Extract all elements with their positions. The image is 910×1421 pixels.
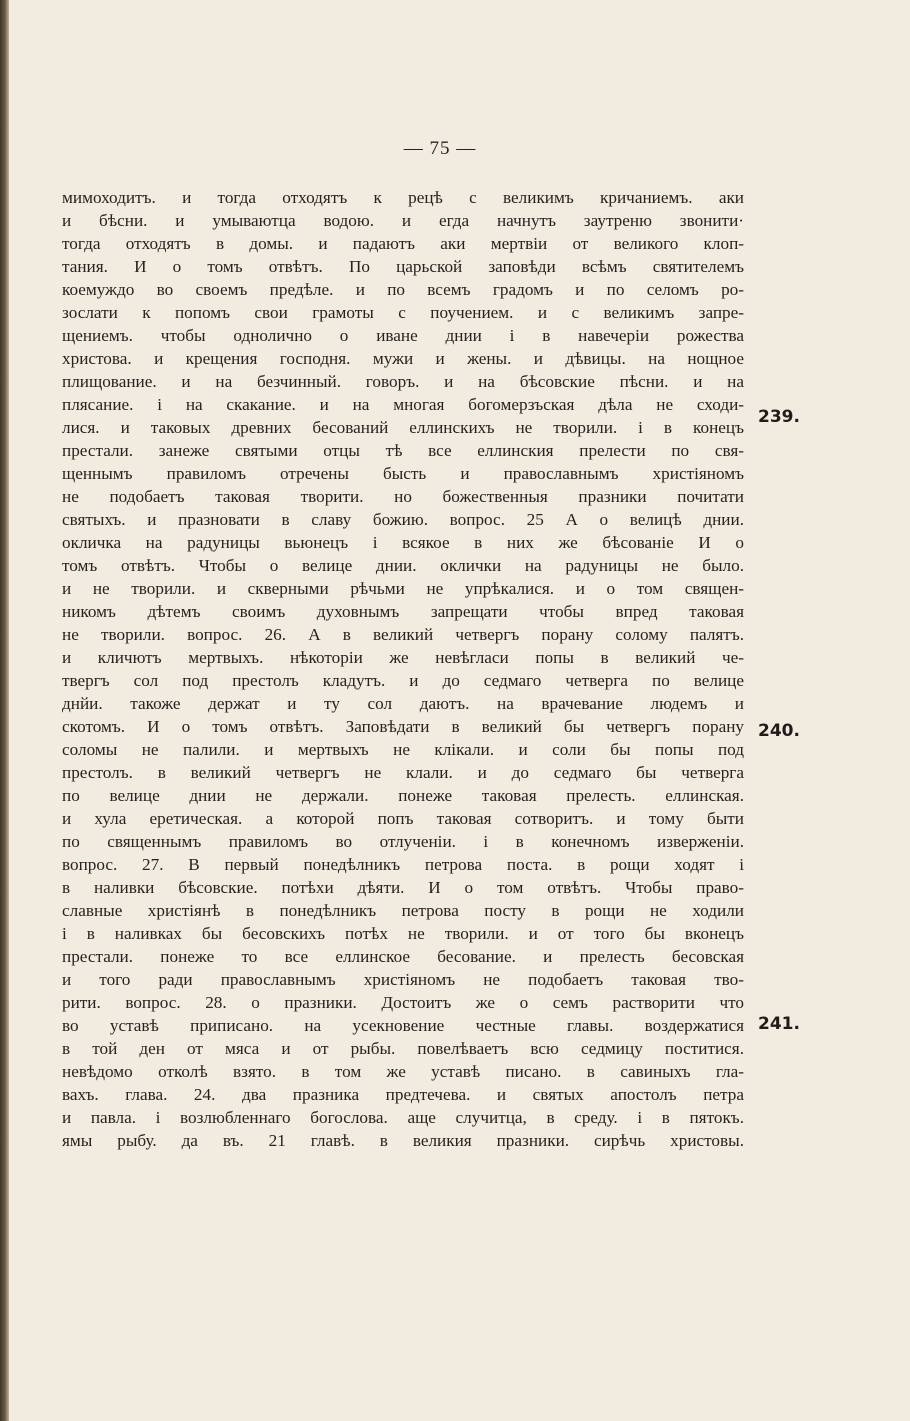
text-line: славные христіянѣ в понедѣлникъ петрова посту в рощи не ходили <box>62 901 744 920</box>
text-line: престали. занеже святыми отцы тѣ все еллинския прелести по свя- <box>62 441 744 460</box>
margin-section-number: 240. <box>758 721 800 741</box>
text-line: і в наливках бы бесовскихъ потѣх не творили. и от того бы вконецъ <box>62 924 744 943</box>
book-spine-edge <box>0 0 9 1421</box>
text-line: рити. вопрос. 28. о празники. Достоитъ же о семъ растворити что <box>62 993 744 1012</box>
text-line: вахъ. глава. 24. два празника предтечева. и святых апостолъ петра <box>62 1085 744 1104</box>
text-line: вопрос. 27. В первый понедѣлникъ петрова поста. в рощи ходят і <box>62 855 744 874</box>
text-line: по священнымъ правиломъ во отлученіи. і в конечномъ изверженіи. <box>62 832 744 851</box>
text-line: не творили. вопрос. 26. А в великий четвергъ порану солому палятъ. <box>62 625 744 644</box>
text-line: соломы не палили. и мертвыхъ не клікали. и соли бы попы под <box>62 740 744 759</box>
text-line: святыхъ. и празновати в славу божию. вопрос. 25 А о велицѣ днии. <box>62 510 744 529</box>
text-line: невѣдомо отколѣ взято. в том же уставѣ писано. в савиныхъ гла- <box>62 1062 744 1081</box>
text-line: плясание. і на скакание. и на многая богомерзъская дѣла не сходи- <box>62 395 744 414</box>
text-line: коемуждо во своемъ предѣле. и по всемъ градомъ и по селомъ ро- <box>62 280 744 299</box>
text-line: лися. и таковых древних бесований еллинскихъ не творили. і в конецъ <box>62 418 744 437</box>
page-number: — 75 — <box>403 138 477 159</box>
text-line: во уставѣ приписано. на усекновение честные главы. воздержатися <box>62 1016 744 1035</box>
text-line: в той ден от мяса и от рыбы. повелѣваетъ всю седмицу поститися. <box>62 1039 744 1058</box>
text-line: днйи. такоже держат и ту сол даютъ. на врачевание людемъ и <box>62 694 744 713</box>
text-line: престали. понеже то все еллинское бесование. и прелесть бесовская <box>62 947 744 966</box>
text-line: твергъ сол под престолъ кладутъ. и до седмаго четверга по велице <box>62 671 744 690</box>
text-line: престолъ. в великий четвергъ не клали. и до седмаго бы четверга <box>62 763 744 782</box>
text-line: зослати к попомъ свои грамоты с поучением. и с великимъ запре- <box>62 303 744 322</box>
text-line: ямы рыбу. да въ. 21 главѣ. в великия празники. сирѣчь христовы. <box>62 1131 744 1150</box>
margin-section-number: 239. <box>758 407 800 427</box>
text-line: и того ради православнымъ христіяномъ не подобаетъ таковая тво- <box>62 970 744 989</box>
text-line: скотомъ. И о томъ отвѣтъ. Заповѣдати в великий бы четвергъ порану <box>62 717 744 736</box>
text-line: и хула еретическая. а которой попъ таковая сотворитъ. и тому быти <box>62 809 744 828</box>
text-line: щениемъ. чтобы однолично о иване днии і в навечеріи рожества <box>62 326 744 345</box>
text-line: по велице днии не держали. понеже таковая прелесть. еллинская. <box>62 786 744 805</box>
text-line: плищование. и на безчинный. говоръ. и на бѣсовские пѣсни. и на <box>62 372 744 391</box>
text-line: христова. и крещения господня. мужи и жены. и дѣвицы. на нощное <box>62 349 744 368</box>
text-line: тания. И о томъ отвѣтъ. По царьской заповѣди всѣмъ святителемъ <box>62 257 744 276</box>
text-line: и не творили. и скверными рѣчьми не упрѣкалися. и о том священ- <box>62 579 744 598</box>
text-line: тогда отходятъ в домы. и падаютъ аки мертвіи от великого клоп- <box>62 234 744 253</box>
text-line: щеннымъ правиломъ отречены бысть и православнымъ христіяномъ <box>62 464 744 483</box>
text-line: мимоходитъ. и тогда отходятъ к рецѣ с великимъ кричаниемъ. аки <box>62 188 744 207</box>
text-line: томъ отвѣтъ. Чтобы о велице днии. оклички на радуницы не было. <box>62 556 744 575</box>
text-line: в наливки бѣсовские. потѣхи дѣяти. И о том отвѣтъ. Чтобы право- <box>62 878 744 897</box>
main-text-block <box>62 186 744 1152</box>
text-line: и павла. і возлюбленнаго богослова. аще случитца, в среду. і в пятокъ. <box>62 1108 744 1127</box>
text-line: окличка на радуницы вьюнецъ і всякое в них же бѣсованіе И о <box>62 533 744 552</box>
text-line: не подобаетъ таковая творити. но божественныя празники почитати <box>62 487 744 506</box>
text-line: и бѣсни. и умываютца водою. и егда начнутъ заутреню звонити· <box>62 211 744 230</box>
text-line: и кличютъ мертвыхъ. нѣкоторіи же невѣгласи попы в великий че- <box>62 648 744 667</box>
margin-section-number: 241. <box>758 1014 800 1034</box>
text-line: никомъ дѣтемъ своимъ духовнымъ запрещати чтобы впред таковая <box>62 602 744 621</box>
